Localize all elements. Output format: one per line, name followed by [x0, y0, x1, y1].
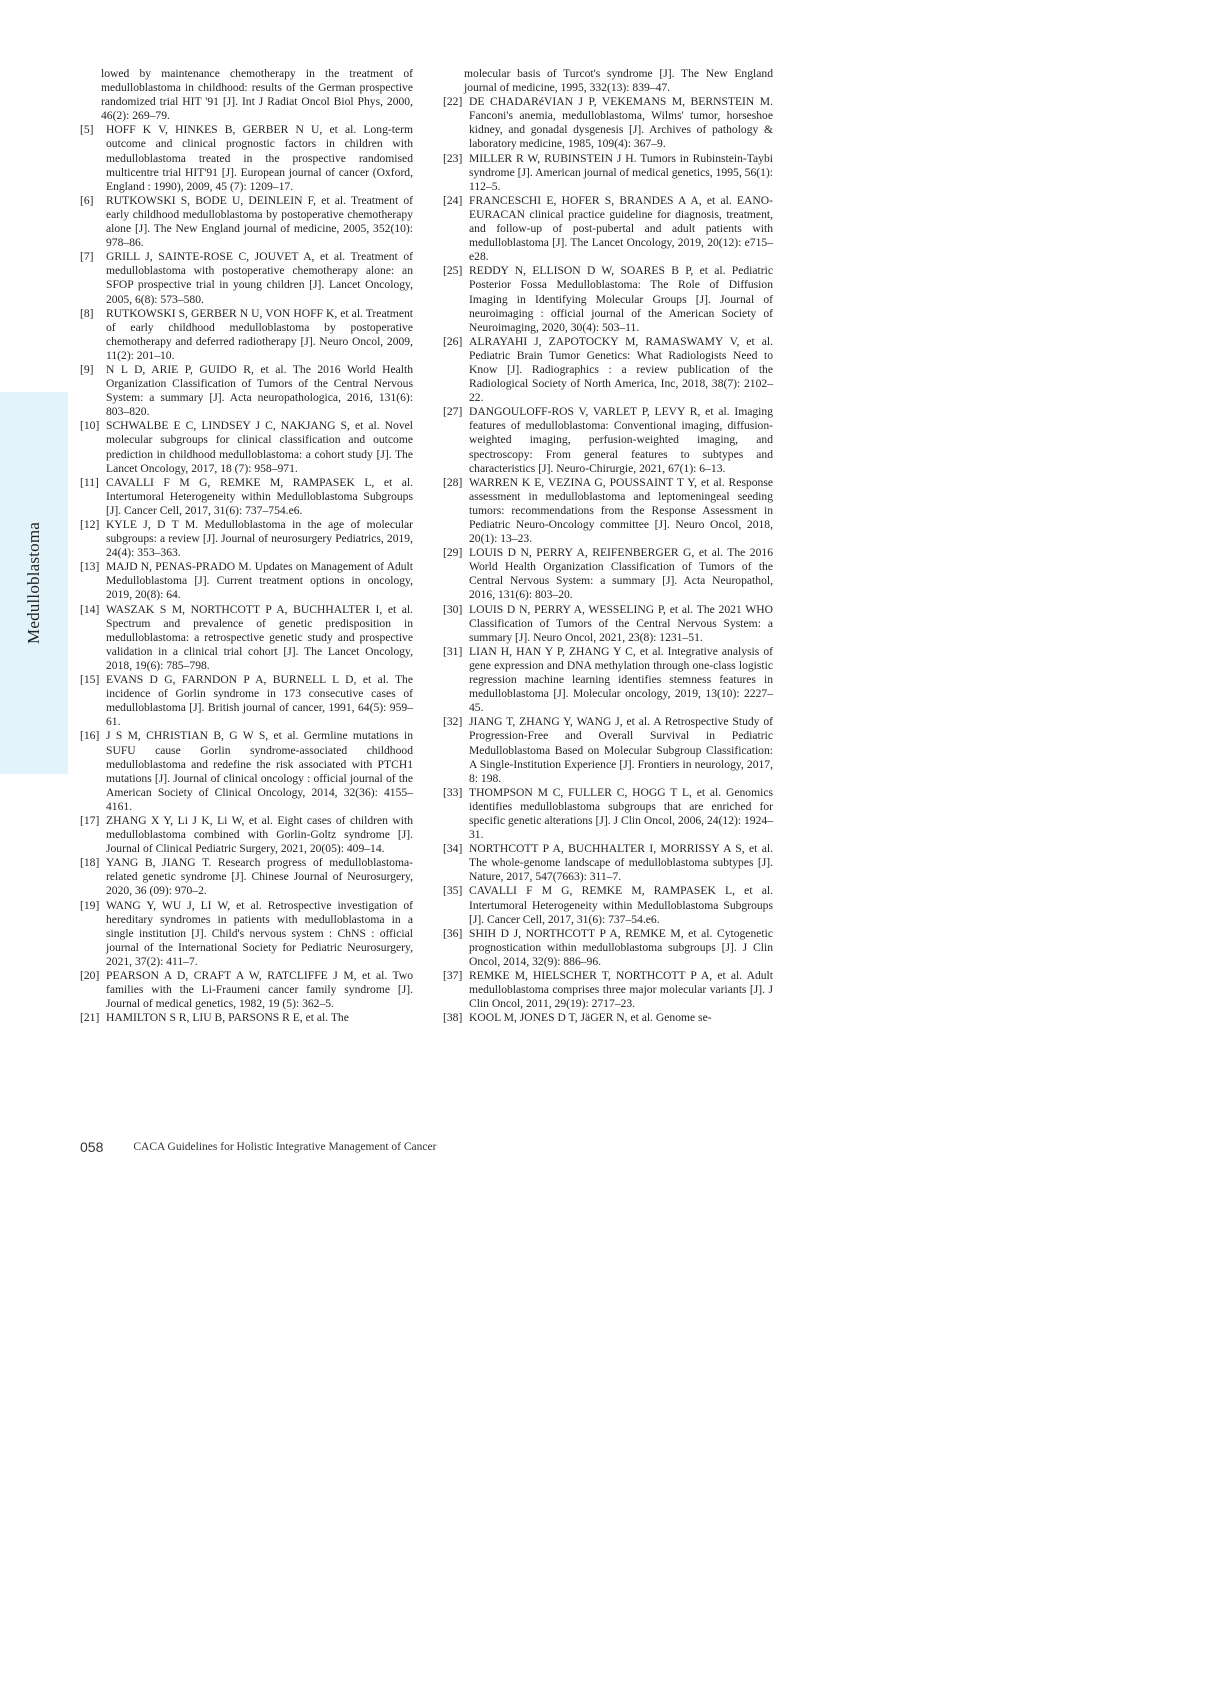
reference-entry: [443, 715, 773, 785]
reference-entry: [80, 856, 413, 898]
reference-number: [29]: [443, 546, 463, 560]
reference-text: DE CHADARéVIAN J P, VEKEMANS M, BERNSTEIN M. Fanconi's anemia, medulloblastoma, Wilms' tumor, horseshoe kidney, and gonadal dysgenesis [J]. Archives of pathology & laboratory medicine, 1985, 109(4): 367–9.: [469, 95, 773, 151]
reference-entry: [80, 969, 413, 1011]
reference-number: [12]: [80, 518, 100, 531]
reference-continuation: [443, 67, 773, 95]
reference-number: [13]: [80, 560, 100, 574]
reference-entry: [443, 476, 773, 546]
reference-text: ZHANG X Y, Li J K, Li W, et al. Eight cases of children with medulloblastoma combined with Gorlin-Goltz syndrome [J]. Journal of Clinical Pediatric Surgery, 2021, 20(05): 409–14.: [106, 813, 413, 856]
reference-text: EVANS D G, FARNDON P A, BURNELL L D, et al. The incidence of Gorlin syndrome in 173 consecutive cases of medulloblastoma [J]. British journal of cancer, 1991, 64(5): 959–61.: [106, 673, 413, 729]
reference-number: [20]: [80, 969, 100, 982]
reference-text: RUTKOWSKI S, BODE U, DEINLEIN F, et al. Treatment of early childhood medulloblastoma by postoperative chemotherapy alone [J]. The New England journal of medicine, 2005, 352(10): 978–86.: [106, 193, 413, 250]
reference-text: LOUIS D N, PERRY A, WESSELING P, et al. The 2021 WHO Classification of Tumors of the Central Nervous System: a summary [J]. Neuro Oncol, 2021, 23(8): 1231–51.: [469, 602, 773, 644]
reference-entry: [443, 152, 773, 194]
reference-text: THOMPSON M C, FULLER C, HOGG T L, et al. Genomics identifies medulloblastoma subgroups that are enriched for specific genetic alterations [J]. J Clin Oncol, 2006, 24(12): 1924–31.: [469, 785, 773, 842]
reference-number: [33]: [443, 785, 463, 799]
reference-text: WARREN K E, VEZINA G, POUSSAINT T Y, et al. Response assessment in medulloblastoma and leptomeningeal seeding tumors: recommendations from the Response Assessment in Pediatric Neuro-Oncology committee [J]. Neuro Oncol, 2018, 20(1): 13–23.: [469, 475, 773, 546]
reference-text: KYLE J, D T M. Medulloblastoma in the age of molecular subgroups: a review [J]. Journal of neurosurgery Pediatrics, 2019, 24(4): 353–363.: [106, 518, 413, 560]
reference-number: [9]: [80, 362, 94, 376]
reference-number: [14]: [80, 602, 100, 616]
reference-number: [8]: [80, 306, 94, 320]
reference-entry: [80, 419, 413, 475]
reference-text: REMKE M, HIELSCHER T, NORTHCOTT P A, et al. Adult medulloblastoma comprises three major molecular variants [J]. J Clin Oncol, 2011, 29(19): 2717–23.: [469, 969, 773, 1011]
reference-number: [11]: [80, 475, 99, 489]
chapter-side-label: Medulloblastoma: [24, 522, 43, 644]
reference-entry: [443, 786, 773, 842]
reference-number: [15]: [80, 673, 100, 687]
footer-title: CACA Guidelines for Holistic Integrative Management of Cancer: [133, 1141, 437, 1153]
reference-text: SCHWALBE E C, LINDSEY J C, NAKJANG S, et al. Novel molecular subgroups for clinical classification and outcome prediction in childhood medulloblastoma: a cohort study [J]. The Lancet Oncology, 2017, 18 (7): 958–971.: [106, 419, 413, 475]
reference-text: MAJD N, PENAS-PRADO M. Updates on Management of Adult Medulloblastoma [J]. Current treatment options in oncology, 2019, 20(8): 64.: [106, 560, 413, 602]
reference-text: SHIH D J, NORTHCOTT P A, REMKE M, et al. Cytogenetic prognostication within medulloblastoma subgroups [J]. J Clin Oncol, 2014, 32(9): 886–96.: [469, 926, 773, 968]
reference-number: [35]: [443, 884, 463, 898]
reference-entry: [80, 673, 413, 729]
reference-entry: [443, 842, 773, 884]
reference-text: WANG Y, WU J, LI W, et al. Retrospective investigation of hereditary syndromes in patients with medulloblastoma in a single institution [J]. Child's nervous system : ChNS : official journal of the International Society for Pediatric Neurosurgery, 2021, 37(2): 411–7.: [106, 898, 413, 968]
reference-text: DANGOULOFF-ROS V, VARLET P, LEVY R, et al. Imaging features of medulloblastoma: Conventional imaging, diffusion-weighted imaging, perfusion-weighted imaging, and spectroscopy: From general features to subtypes and characteristics [J]. Neuro-Chirurgie, 2021, 67(1): 6–13.: [469, 405, 773, 475]
reference-entry: [80, 476, 413, 518]
reference-entry: [80, 603, 413, 673]
page-number: 058: [80, 1139, 104, 1155]
reference-entry: [80, 1011, 413, 1025]
reference-text: LOUIS D N, PERRY A, REIFENBERGER G, et al. The 2016 World Health Organization Classification of Tumors of the Central Nervous System: a summary [J]. Acta Neuropathol, 2016, 131(6): 803–20.: [469, 546, 773, 602]
reference-number: [27]: [443, 405, 463, 419]
reference-entry: [443, 1011, 773, 1025]
reference-entry: [443, 645, 773, 715]
reference-number: [24]: [443, 193, 463, 207]
reference-text: NORTHCOTT P A, BUCHHALTER I, MORRISSY A S, et al. The whole-genome landscape of medulloblastoma subtypes [J]. Nature, 2017, 547(7663): 311–7.: [469, 842, 773, 884]
reference-entry: [80, 363, 413, 419]
reference-number: [17]: [80, 813, 100, 827]
reference-entry: [80, 194, 413, 250]
reference-entry: [80, 518, 413, 560]
reference-entry: [443, 95, 773, 151]
reference-continuation: [80, 67, 413, 123]
reference-text: HOFF K V, HINKES B, GERBER N U, et al. Long-term outcome and clinical prognostic factors in children with medulloblastoma treated in the prospective randomised multicentre trial HIT'91 [J]. European journal of cancer (Oxford, England : 1990), 2009, 45 (7): 1209–17.: [106, 123, 413, 193]
reference-text: YANG B, JIANG T. Research progress of medulloblastoma-related genetic syndrome [J]. Chinese Journal of Neurosurgery, 2020, 36 (09): 970–2.: [106, 856, 413, 898]
reference-entry: [80, 729, 413, 814]
reference-text: MILLER R W, RUBINSTEIN J H. Tumors in Rubinstein-Taybi syndrome [J]. American journal of medical genetics, 1995, 56(1): 112–5.: [469, 151, 773, 193]
reference-entry: [443, 405, 773, 475]
reference-entry: [80, 307, 413, 363]
reference-text: HAMILTON S R, LIU B, PARSONS R E, et al. The: [106, 1011, 349, 1025]
references-left-column: [80, 67, 413, 1025]
reference-entry: [443, 969, 773, 1011]
reference-number: [21]: [80, 1011, 100, 1025]
reference-text: REDDY N, ELLISON D W, SOARES B P, et al. Pediatric Posterior Fossa Medulloblastoma: The Role of Diffusion Imaging in Identifying Molecular Groups [J]. Journal of neuroimaging : official journal of the American Society of Neuroimaging, 2020, 30(4): 503–11.: [469, 264, 773, 334]
reference-text: lowed by maintenance chemotherapy in the treatment of medulloblastoma in childhood: results of the German prospective randomized trial HIT '91 [J]. Int J Radiat Oncol Biol Phys, 2000, 46(2): 269–79.: [101, 67, 413, 123]
reference-entry: [443, 335, 773, 405]
reference-number: [25]: [443, 264, 463, 278]
reference-number: [34]: [443, 842, 463, 856]
reference-number: [37]: [443, 969, 463, 982]
reference-number: [36]: [443, 926, 463, 940]
reference-number: [26]: [443, 334, 463, 348]
reference-entry: [443, 927, 773, 969]
reference-text: WASZAK S M, NORTHCOTT P A, BUCHHALTER I, et al. Spectrum and prevalence of genetic predisposition in medulloblastoma: a retrospective genetic study and prospective validation in a clinical trial cohort [J]. The Lancet Oncology, 2018, 19(6): 785–798.: [106, 602, 413, 672]
reference-entry: [443, 603, 773, 645]
references-right-column: [443, 67, 773, 1025]
reference-text: GRILL J, SAINTE-ROSE C, JOUVET A, et al. Treatment of medulloblastoma with postoperative chemotherapy alone: an SFOP prospective trial in young children [J]. Lancet Oncology, 2005, 6(8): 573–580.: [106, 250, 413, 306]
reference-number: [32]: [443, 715, 463, 729]
reference-number: [19]: [80, 898, 100, 912]
reference-number: [31]: [443, 644, 463, 658]
reference-number: [28]: [443, 475, 463, 489]
reference-entry: [80, 899, 413, 969]
reference-number: [30]: [443, 602, 463, 616]
reference-entry: [80, 814, 413, 856]
reference-entry: [80, 560, 413, 602]
reference-text: RUTKOWSKI S, GERBER N U, VON HOFF K, et al. Treatment of early childhood medulloblastoma by postoperative chemotherapy and deferred radiotherapy [J]. Neuro Oncol, 2009, 11(2): 201–10.: [106, 306, 413, 362]
reference-number: [23]: [443, 151, 463, 165]
reference-number: [16]: [80, 729, 100, 743]
reference-text: CAVALLI F M G, REMKE M, RAMPASEK L, et al. Intertumoral Heterogeneity within Medulloblastoma Subgroups [J]. Cancer Cell, 2017, 31(6): 737–54.e6.: [469, 884, 773, 926]
reference-number: [10]: [80, 419, 100, 433]
reference-entry: [443, 546, 773, 602]
reference-text: KOOL M, JONES D T, JäGER N, et al. Genome se-: [469, 1011, 712, 1025]
reference-text: ALRAYAHI J, ZAPOTOCKY M, RAMASWAMY V, et al. Pediatric Brain Tumor Genetics: What Radiologists Need to Know [J]. Radiographics : a review publication of the Radiological Society of North America, Inc, 2018, 38(7): 2102–22.: [469, 334, 773, 405]
reference-entry: [80, 250, 413, 306]
reference-number: [22]: [443, 95, 463, 109]
reference-number: [18]: [80, 856, 100, 870]
reference-entry: [443, 884, 773, 926]
reference-number: [6]: [80, 193, 94, 207]
reference-entry: [443, 194, 773, 264]
reference-text: J S M, CHRISTIAN B, G W S, et al. Germline mutations in SUFU cause Gorlin syndrome-associated childhood medulloblastoma and redefine the risk associated with PTCH1 mutations [J]. Journal of clinical oncology : official journal of the American Society of Clinical Oncology, 2014, 32(36): 4155–4161.: [106, 729, 413, 813]
page-footer: [80, 1137, 436, 1157]
reference-text: FRANCESCHI E, HOFER S, BRANDES A A, et al. EANO-EURACAN clinical practice guideline for diagnosis, treatment, and follow-up of post-pubertal and adult patients with medulloblastoma [J]. The Lancet Oncology, 2019, 20(12): e715–e28.: [469, 193, 773, 264]
reference-entry: [80, 123, 413, 193]
reference-text: LIAN H, HAN Y P, ZHANG Y C, et al. Integrative analysis of gene expression and DNA methylation through one-class logistic regression machine learning identifies stemness features in medulloblastoma [J]. Molecular oncology, 2019, 13(10): 2227–45.: [469, 644, 773, 715]
reference-text: N L D, ARIE P, GUIDO R, et al. The 2016 World Health Organization Classification of Tumors of the Central Nervous System: a summary [J]. Acta neuropathologica, 2016, 131(6): 803–820.: [106, 362, 413, 419]
reference-text: JIANG T, ZHANG Y, WANG J, et al. A Retrospective Study of Progression-Free and Overall Survival in Pediatric Medulloblastoma Based on Molecular Subgroup Classification: A Single-Institution Experience [J]. Frontiers in neurology, 2017, 8: 198.: [469, 715, 773, 785]
reference-text: molecular basis of Turcot's syndrome [J]. The New England journal of medicine, 1995, 332(13): 839–47.: [464, 67, 773, 95]
reference-text: CAVALLI F M G, REMKE M, RAMPASEK L, et al. Intertumoral Heterogeneity within Medulloblastoma Subgroups [J]. Cancer Cell, 2017, 31(6): 737–754.e6.: [106, 475, 413, 517]
reference-text: PEARSON A D, CRAFT A W, RATCLIFFE J M, et al. Two families with the Li-Fraumeni cancer family syndrome [J]. Journal of medical genetics, 1982, 19 (5): 362–5.: [106, 969, 413, 1011]
reference-entry: [443, 264, 773, 334]
reference-number: [7]: [80, 250, 94, 264]
reference-number: [5]: [80, 123, 94, 137]
reference-number: [38]: [443, 1011, 463, 1025]
